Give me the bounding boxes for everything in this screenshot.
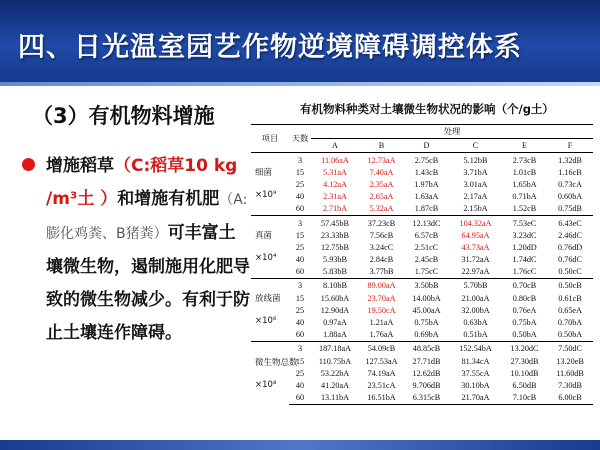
value-cell: 6.315cB	[404, 392, 449, 405]
value-cell: 9.706dB	[412, 380, 441, 390]
value-cell: 6.00cB	[547, 392, 593, 405]
value-cell: 0.63bA	[463, 318, 488, 328]
day-cell: 40	[295, 255, 305, 265]
table-row	[251, 304, 593, 316]
value-cell: 0.76dC	[558, 255, 582, 265]
table-row	[251, 266, 593, 279]
day-cell: 40	[295, 192, 305, 202]
value-cell: 23.70aA	[367, 293, 396, 303]
value-cell: 12.13dC	[404, 215, 449, 229]
day-cell: 60	[295, 204, 305, 214]
value-cell: 45.00aA	[412, 305, 441, 315]
row-group-label	[251, 215, 289, 278]
value-cell: 21.00aA	[461, 293, 490, 303]
value-cell: 54.09cB	[359, 341, 404, 355]
header-col: F	[547, 139, 593, 153]
value-cell: 0.71bA	[512, 192, 537, 202]
value-cell: 0.50bA	[557, 330, 583, 340]
value-cell: 0.80cB	[512, 293, 537, 303]
value-cell: 81.34cA	[461, 356, 490, 366]
day-cell: 15	[295, 356, 305, 366]
value-cell: 0.76eA	[512, 305, 537, 315]
row-group-label	[251, 341, 298, 404]
header-col: A	[311, 139, 359, 153]
value-cell: 21.70aA	[449, 392, 502, 405]
value-cell: 187.18aA	[311, 341, 359, 355]
value-cell: 1.75cC	[414, 267, 439, 277]
value-cell: 2.65aA	[369, 192, 394, 202]
value-cell: 27.71dB	[412, 356, 441, 366]
value-cell: 12.62dB	[412, 368, 441, 378]
value-cell: 7.40aA	[369, 167, 394, 177]
value-cell: 1.32dB	[547, 153, 593, 167]
value-cell: 2.15bA	[463, 204, 488, 214]
value-cell: 7.50dC	[547, 341, 593, 355]
value-cell: 0.50cC	[558, 267, 582, 277]
value-cell: 1.87cB	[414, 204, 439, 214]
value-cell: 7.10cB	[502, 392, 547, 405]
value-cell: 16.51bA	[359, 392, 404, 405]
table-row	[251, 329, 593, 342]
value-cell: 1.52cB	[512, 204, 537, 214]
value-cell: 41.20aA	[321, 380, 349, 390]
value-cell: 64.95aA	[461, 230, 490, 240]
header-col: C	[449, 139, 502, 153]
value-cell: 4.12aA	[323, 179, 347, 189]
value-cell: 0.61cB	[558, 293, 582, 303]
value-cell: 74.19aA	[367, 368, 396, 378]
value-cell: 0.69bA	[414, 330, 439, 340]
value-cell: 0.75bA	[512, 318, 537, 328]
day-cell: 15	[295, 230, 305, 240]
header-col: E	[502, 139, 547, 153]
table-row	[251, 379, 593, 391]
value-cell: 14.00bA	[412, 293, 441, 303]
value-cell: 30.10bA	[461, 380, 490, 390]
value-cell: 0.70bA	[557, 318, 583, 328]
value-cell: 37.55cA	[461, 368, 490, 378]
value-cell: 1.20dD	[512, 242, 537, 252]
section-heading: （3）有机物料增施	[32, 104, 215, 128]
header-days: 天数	[289, 125, 311, 153]
value-cell: 7.56cB	[369, 230, 394, 240]
value-cell: 104.32aA	[449, 215, 502, 229]
value-cell: 0.50bA	[512, 330, 537, 340]
value-cell: 0.75bA	[414, 318, 439, 328]
day-cell: 60	[289, 392, 311, 405]
value-cell: 89.00aA	[359, 278, 404, 292]
table-row	[251, 341, 593, 355]
value-cell: 7.30dB	[558, 380, 582, 390]
value-cell: 12.90dA	[320, 305, 350, 315]
value-cell: 6.57cB	[414, 230, 439, 240]
value-cell: 5.70bB	[449, 278, 502, 292]
value-cell: 15.60bA	[320, 293, 350, 303]
value-cell: 3.71bA	[463, 167, 488, 177]
table-row	[251, 292, 593, 304]
header-col: B	[359, 139, 404, 153]
table-row	[251, 203, 593, 216]
value-cell: 11.06aA	[311, 153, 359, 167]
body-text-2: 和增施有机肥	[117, 189, 220, 209]
table-row	[251, 229, 593, 241]
body-note-manure: （A:膨化鸡粪、B猪粪）	[46, 192, 248, 242]
value-cell: 1.21aA	[369, 318, 394, 328]
value-cell: 5.93bB	[323, 255, 347, 265]
value-cell: 32.00bA	[461, 305, 490, 315]
table-row	[251, 316, 593, 328]
value-cell: 2.46dC	[558, 230, 582, 240]
value-cell: 1.63aA	[414, 192, 439, 202]
group-unit: ×10⁶	[255, 316, 277, 327]
value-cell: 1.43cB	[414, 167, 439, 177]
value-cell: 2.31aA	[323, 192, 347, 202]
value-cell: 1.16cB	[558, 167, 582, 177]
value-cell: 22.97aA	[461, 267, 490, 277]
value-cell: 37.23cB	[359, 215, 404, 229]
value-cell: 1.76cC	[512, 267, 537, 277]
table-row	[251, 392, 593, 405]
value-cell: 5.83bB	[323, 267, 347, 277]
value-cell: 3.50bB	[404, 278, 449, 292]
value-cell: 0.65eA	[558, 305, 582, 315]
day-cell: 25	[295, 368, 305, 378]
value-cell: 5.12bB	[449, 153, 502, 167]
value-cell: 3.77bB	[369, 267, 394, 277]
value-cell: 0.50cB	[547, 278, 593, 292]
group-unit: ×10⁸	[255, 379, 277, 390]
microbe-table	[251, 124, 593, 405]
day-cell: 3	[289, 153, 311, 167]
group-name: 细菌	[255, 168, 273, 179]
group-unit: ×10⁹	[255, 190, 277, 201]
day-cell: 40	[295, 318, 305, 328]
group-name: 真菌	[255, 231, 273, 242]
day-cell: 60	[295, 267, 305, 277]
value-cell: 12.73aA	[359, 153, 404, 167]
header-col: D	[404, 139, 449, 153]
value-cell: 2.17aA	[463, 192, 488, 202]
value-cell: 13.11bA	[311, 392, 359, 405]
table-row	[251, 241, 593, 253]
table-row	[251, 254, 593, 266]
footer-bar	[0, 440, 600, 450]
value-cell: 12.75bB	[321, 242, 349, 252]
value-cell: 2.45cB	[414, 255, 439, 265]
title-bar	[0, 0, 600, 82]
value-cell: 0.60bA	[557, 192, 583, 202]
value-cell: 3.23dC	[512, 230, 537, 240]
group-unit: ×10⁴	[255, 253, 277, 264]
value-cell: 7.53eC	[502, 215, 547, 229]
value-cell: 152.54bA	[449, 341, 502, 355]
value-cell: 57.45bB	[311, 215, 359, 229]
body-text-3: 可丰富土壤微生物，遏制施用化肥导致的微生物减少。有利于防止土壤连作障碍。	[46, 223, 250, 343]
bullet-icon	[22, 158, 35, 171]
day-cell: 15	[295, 167, 305, 177]
value-cell: 6.43eC	[547, 215, 593, 229]
body-paragraph	[46, 150, 251, 350]
value-cell: 0.75dB	[558, 204, 582, 214]
slide-title: 四、日光温室园艺作物逆境障碍调控体系	[18, 32, 522, 63]
value-cell: 2.84cB	[369, 255, 394, 265]
header-treatment: 处理	[311, 125, 593, 139]
value-cell: 1.65bA	[512, 179, 537, 189]
value-cell: 0.97aA	[323, 318, 347, 328]
table-row	[251, 367, 593, 379]
row-group-label	[251, 153, 289, 216]
value-cell: 31.72aA	[461, 255, 490, 265]
value-cell: 0.51bA	[463, 330, 488, 340]
value-cell: 8.10bB	[311, 278, 359, 292]
table-row	[251, 278, 593, 292]
value-cell: 13.20dC	[502, 341, 547, 355]
value-cell: 10.10dB	[510, 368, 539, 378]
value-cell: 1.97bA	[414, 179, 439, 189]
row-group-label	[251, 278, 289, 341]
body-text-1: 增施稻草	[46, 156, 114, 176]
value-cell: 2.73cB	[502, 153, 547, 167]
day-cell: 25	[295, 242, 305, 252]
table-row	[251, 191, 593, 203]
day-cell: 3	[289, 215, 311, 229]
table-body	[251, 153, 593, 405]
value-cell: 11.60dB	[556, 368, 584, 378]
header-item: 项目	[251, 125, 289, 153]
table-row	[251, 166, 593, 178]
value-cell: 1.01cB	[512, 167, 537, 177]
table-row	[251, 178, 593, 190]
value-cell: 5.31aA	[323, 167, 347, 177]
table-row	[251, 153, 593, 167]
value-cell: 1.74dC	[512, 255, 537, 265]
value-cell: 2.75cB	[404, 153, 449, 167]
day-cell: 15	[295, 293, 305, 303]
day-cell: 60	[295, 330, 305, 340]
group-name: 放线菌	[255, 294, 281, 305]
day-cell: 25	[295, 179, 305, 189]
value-cell: 6.50dB	[512, 380, 537, 390]
value-cell: 110.75bA	[318, 356, 352, 366]
value-cell: 0.73cA	[558, 179, 582, 189]
day-cell: 3	[289, 278, 311, 292]
value-cell: 3.24cC	[369, 242, 394, 252]
value-cell: 23.33bB	[321, 230, 349, 240]
value-cell: 53.22bA	[320, 368, 350, 378]
table-header-row-1	[251, 125, 593, 139]
value-cell: 0.76dD	[557, 242, 583, 252]
table-row	[251, 355, 593, 367]
value-cell: 127.53aA	[365, 356, 398, 366]
value-cell: 2.35aA	[369, 179, 394, 189]
value-cell: 19.50cA	[367, 305, 396, 315]
title-divider	[0, 82, 600, 86]
day-cell: 25	[295, 305, 305, 315]
value-cell: 23.51cA	[367, 380, 396, 390]
microbe-table-container	[251, 124, 593, 405]
group-name: 微生物总数	[255, 357, 298, 368]
value-cell: 27.30dB	[510, 356, 539, 366]
value-cell: 1.88aA	[323, 330, 347, 340]
table-row	[251, 215, 593, 229]
value-cell: 43.73aA	[461, 242, 490, 252]
value-cell: 0.70cB	[502, 278, 547, 292]
value-cell: 13.20eB	[556, 356, 584, 366]
day-cell: 3	[289, 341, 311, 355]
value-cell: 48.85cB	[404, 341, 449, 355]
body-note-straw: （C:稻草10 kg /m³土 ）	[46, 156, 238, 209]
value-cell: 5.32aA	[369, 204, 394, 214]
value-cell: 2.71bA	[322, 204, 348, 214]
value-cell: 1.76aA	[369, 330, 394, 340]
value-cell: 3.01aA	[463, 179, 488, 189]
table-title: 有机物料种类对土壤微生物状况的影响（个/g土）	[300, 102, 554, 116]
day-cell: 40	[295, 380, 305, 390]
value-cell: 2.51cC	[414, 242, 439, 252]
